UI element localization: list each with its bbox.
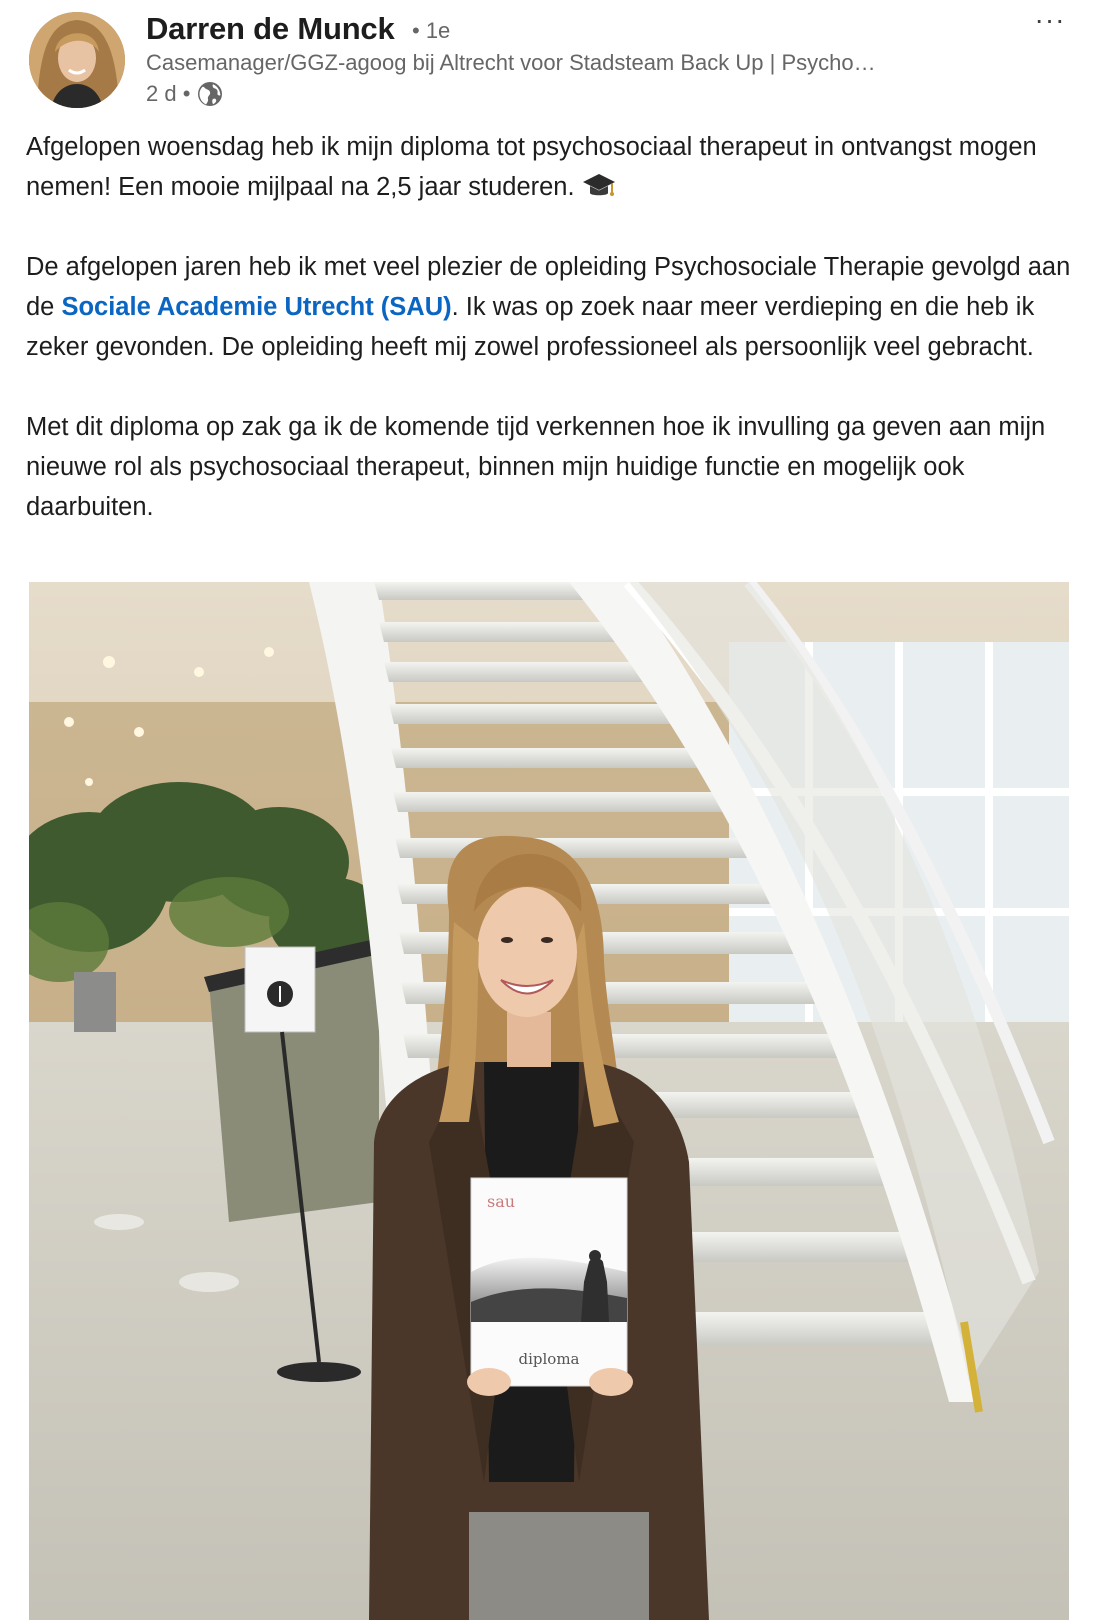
post-meta	[146, 80, 224, 108]
connection-degree: • 1e	[412, 18, 451, 43]
paragraph-2-end: . Ik was op zoek naar meer verdieping en die heb ik zeker gevonden. De opleiding heeft mij zowel professioneel als persoonlijk veel gebracht.	[26, 293, 1035, 361]
diploma-label: diploma	[518, 1350, 580, 1368]
paragraph-2	[26, 247, 1086, 367]
post-text	[26, 127, 1086, 527]
paragraph-1-text: Afgelopen woensdag heb ik mijn diploma tot psychosociaal therapeut in ontvangst mogen nemen! Een mooie mijlpaal na 2,5 jaar studeren.	[26, 133, 1037, 201]
diploma-brand: sau	[487, 1192, 516, 1211]
paragraph-1	[26, 127, 1086, 207]
more-options-button[interactable]: ···	[1034, 4, 1066, 35]
author-avatar[interactable]	[29, 12, 125, 108]
globe-icon	[196, 80, 224, 108]
paragraph-2-start: De afgelopen jaren heb ik met veel plezier de opleiding Psychosociale Therapie gevolgd aan de	[26, 253, 1071, 321]
post-photo[interactable]	[29, 582, 1069, 1620]
author-name[interactable]: Darren de Munck	[146, 11, 395, 46]
paragraph-3: Met dit diploma op zak ga ik de komende tijd verkennen hoe ik invulling ga geven aan mijn nieuwe rol als psychosociaal therapeut, binnen mijn huidige functie en mogelijk ook daarbuiten.	[26, 413, 1046, 521]
company-mention-link[interactable]: Sociale Academie Utrecht (SAU)	[61, 293, 452, 321]
post-time: 2 d •	[146, 81, 191, 106]
graduation-cap-icon	[582, 171, 616, 201]
author-headline[interactable]: Casemanager/GGZ-agoog bij Altrecht voor Stadsteam Back Up | Psycho…	[146, 50, 876, 75]
